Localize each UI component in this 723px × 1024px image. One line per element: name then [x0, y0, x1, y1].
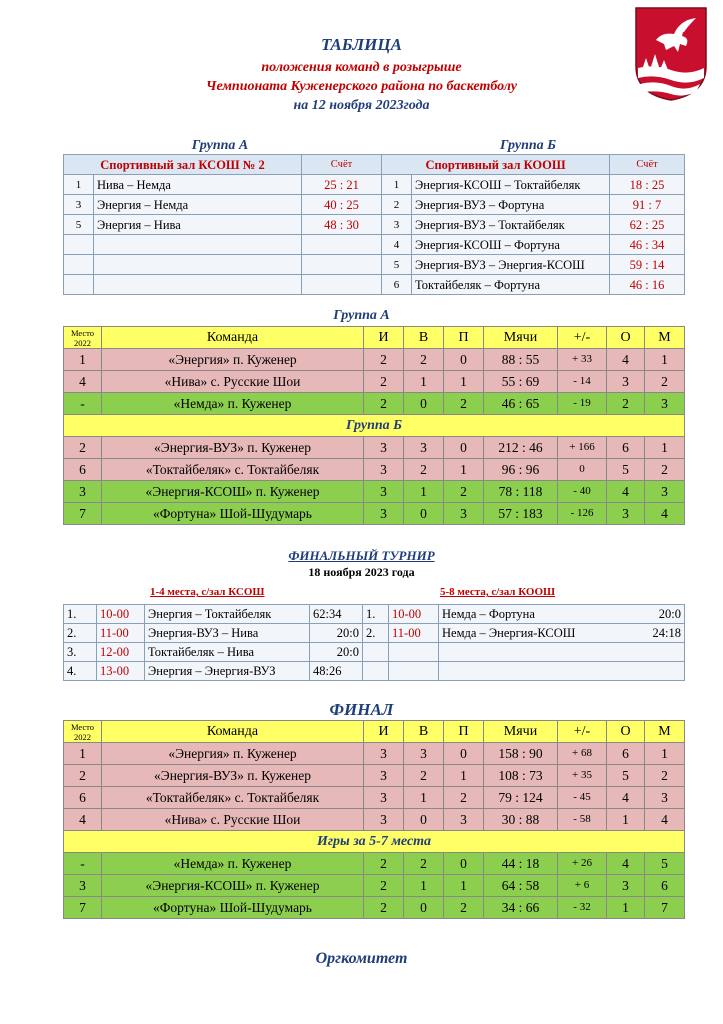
balls: 108 : 73: [484, 765, 558, 787]
diff: - 45: [558, 787, 607, 809]
game-score: 48:26: [310, 662, 363, 681]
games: 2: [364, 853, 404, 875]
section-row: [64, 831, 685, 853]
game-time: 13-00: [97, 662, 145, 681]
table-row: [382, 195, 685, 215]
header-diff: +/-: [558, 327, 607, 349]
games: 2: [364, 371, 404, 393]
table-row-empty: [363, 643, 685, 662]
points: 4: [607, 349, 645, 371]
balls: 158 : 90: [484, 743, 558, 765]
points: 1: [607, 809, 645, 831]
header-balls: Мячи: [484, 721, 558, 743]
diff: - 14: [558, 371, 607, 393]
points: 2: [607, 393, 645, 415]
losses: 2: [444, 481, 484, 503]
games: 2: [364, 897, 404, 919]
rank: 2: [645, 765, 685, 787]
header-games: И: [364, 327, 404, 349]
table-row: [363, 624, 685, 643]
section-row: [64, 415, 685, 437]
district-crest-icon: [634, 6, 708, 102]
place-2022: 3: [64, 481, 102, 503]
rank: 3: [645, 393, 685, 415]
game-number: 3: [382, 215, 412, 235]
game-match: Энергия – Энергия-ВУЗ: [145, 662, 310, 681]
table-row: [64, 765, 685, 787]
rank: 7: [645, 897, 685, 919]
losses: 1: [444, 459, 484, 481]
diff: 0: [558, 459, 607, 481]
rank: 4: [645, 503, 685, 525]
game-number: 4.: [64, 662, 97, 681]
team-name: «Нива» с. Русские Шои: [102, 809, 364, 831]
table-row: [64, 503, 685, 525]
wins: 3: [404, 743, 444, 765]
place-2022: 7: [64, 503, 102, 525]
rank: 2: [645, 371, 685, 393]
games: 3: [364, 787, 404, 809]
team-name: «Энергия-КСОШ» п. Куженер: [102, 875, 364, 897]
game-score: 25 : 21: [302, 175, 382, 195]
diff: + 26: [558, 853, 607, 875]
game-match: Энергия-ВУЗ – Нива: [145, 624, 310, 643]
header-rank: М: [645, 327, 685, 349]
games: 3: [364, 743, 404, 765]
header-balls: Мячи: [484, 327, 558, 349]
wins: 2: [404, 765, 444, 787]
game-match: Энергия-КСОШ – Фортуна: [412, 235, 610, 255]
game-match: Энергия – Токтайбеляк: [145, 605, 310, 624]
rank: 1: [645, 743, 685, 765]
table-row: [64, 643, 363, 662]
rank: 5: [645, 853, 685, 875]
table-row: [382, 255, 685, 275]
points: 5: [607, 459, 645, 481]
table-row: [64, 459, 685, 481]
wins: 2: [404, 349, 444, 371]
balls: 55 : 69: [484, 371, 558, 393]
header-losses: П: [444, 721, 484, 743]
score-header: Счёт: [302, 155, 382, 175]
balls: 79 : 124: [484, 787, 558, 809]
diff: + 6: [558, 875, 607, 897]
game-match: Нива – Немда: [94, 175, 302, 195]
losses: 1: [444, 371, 484, 393]
right-schedule-caption: 5-8 места, с/зал КООШ: [440, 586, 556, 598]
losses: 3: [444, 503, 484, 525]
balls: 44 : 18: [484, 853, 558, 875]
table-row: [64, 195, 382, 215]
losses: 0: [444, 349, 484, 371]
header-wins: В: [404, 327, 444, 349]
table-header-row: [64, 721, 685, 743]
header-wins: В: [404, 721, 444, 743]
table-row: [64, 853, 685, 875]
game-number: 1: [64, 175, 94, 195]
game-match: Энергия-ВУЗ – Токтайбеляк: [412, 215, 610, 235]
team-name: «Фортуна» Шой-Шудумарь: [102, 897, 364, 919]
game-match: Энергия-КСОШ – Токтайбеляк: [412, 175, 610, 195]
team-name: «Фортуна» Шой-Шудумарь: [102, 503, 364, 525]
header-games: И: [364, 721, 404, 743]
game-number: 1.: [64, 605, 97, 624]
header-place: Место 2022: [64, 721, 102, 743]
rank: 1: [645, 437, 685, 459]
place-2022: 7: [64, 897, 102, 919]
team-name: «Токтайбеляк» с. Токтайбеляк: [102, 787, 364, 809]
place-2022: 2: [64, 765, 102, 787]
place-2022: 2: [64, 437, 102, 459]
points: 4: [607, 481, 645, 503]
balls: 212 : 46: [484, 437, 558, 459]
table-row: [64, 393, 685, 415]
header-rank: М: [645, 721, 685, 743]
team-name: «Нива» с. Русские Шои: [102, 371, 364, 393]
final-standings-table: [63, 720, 685, 919]
table-row: [382, 215, 685, 235]
diff: + 166: [558, 437, 607, 459]
header-losses: П: [444, 327, 484, 349]
game-number: 3: [64, 195, 94, 215]
team-name: «Энергия-ВУЗ» п. Куженер: [102, 437, 364, 459]
games: 3: [364, 459, 404, 481]
group-b-venue: Спортивный зал КООШ: [382, 155, 610, 175]
place-2022: 4: [64, 371, 102, 393]
diff: - 126: [558, 503, 607, 525]
table-row: [363, 605, 685, 624]
games: 3: [364, 481, 404, 503]
game-score: 46 : 34: [610, 235, 685, 255]
group-a-games-table: [63, 154, 382, 295]
place-2022: 4: [64, 809, 102, 831]
group-a-venue: Спортивный зал КСОШ № 2: [64, 155, 302, 175]
game-number: 5: [64, 215, 94, 235]
game-score: 62 : 25: [610, 215, 685, 235]
subtitle-line-2: Чемпионата Куженерского района по баскетболу: [205, 79, 518, 94]
game-score: 20:0: [658, 607, 681, 621]
table-row: [64, 481, 685, 503]
diff: - 32: [558, 897, 607, 919]
header-points: О: [607, 721, 645, 743]
game-time: 10-00: [97, 605, 145, 624]
final-title: ФИНАЛ: [329, 700, 394, 719]
game-number: 1.: [363, 605, 389, 624]
points: 3: [607, 875, 645, 897]
table-row: [64, 662, 363, 681]
wins: 0: [404, 503, 444, 525]
diff: - 58: [558, 809, 607, 831]
game-match: Токтайбеляк – Фортуна: [412, 275, 610, 295]
balls: 46 : 65: [484, 393, 558, 415]
team-name: «Энергия-КСОШ» п. Куженер: [102, 481, 364, 503]
final-tournament-date: 18 ноября 2023 года: [308, 565, 415, 579]
wins: 2: [404, 459, 444, 481]
losses: 3: [444, 809, 484, 831]
game-match: Токтайбеляк – Нива: [145, 643, 310, 662]
place-2022: 6: [64, 787, 102, 809]
place-2022: 3: [64, 875, 102, 897]
group-b-label: Группа Б: [499, 138, 557, 153]
table-row-empty: [64, 255, 382, 275]
team-name: «Энергия-ВУЗ» п. Куженер: [102, 765, 364, 787]
table-row: [64, 437, 685, 459]
table-row-empty: [64, 275, 382, 295]
game-time: 10-00: [389, 605, 439, 624]
game-score: 20:0: [310, 624, 363, 643]
header-team: Команда: [102, 721, 364, 743]
points: 4: [607, 853, 645, 875]
header-place: Место 2022: [64, 327, 102, 349]
game-match-cell: [439, 605, 685, 624]
points: 6: [607, 743, 645, 765]
diff: + 35: [558, 765, 607, 787]
header-team: Команда: [102, 327, 364, 349]
diff: + 33: [558, 349, 607, 371]
subtitle-line-1: положения команд в розыгрыше: [261, 60, 462, 75]
team-name: «Энергия» п. Куженер: [102, 743, 364, 765]
diff: - 40: [558, 481, 607, 503]
schedule-table-places-5-8: [362, 604, 685, 681]
wins: 1: [404, 787, 444, 809]
game-score: 40 : 25: [302, 195, 382, 215]
games: 2: [364, 875, 404, 897]
organizing-committee-signature: Оргкомитет: [315, 950, 408, 967]
games: 3: [364, 809, 404, 831]
rank: 3: [645, 481, 685, 503]
group-b-section-label: Группа Б: [64, 415, 685, 437]
games: 2: [364, 349, 404, 371]
game-score: 46 : 16: [610, 275, 685, 295]
group-a-label: Группа А: [191, 138, 249, 153]
game-score: 24:18: [652, 626, 681, 640]
game-match: Энергия-ВУЗ – Энергия-КСОШ: [412, 255, 610, 275]
game-score: 59 : 14: [610, 255, 685, 275]
points: 3: [607, 371, 645, 393]
losses: 0: [444, 437, 484, 459]
group-standings-table: [63, 326, 685, 525]
group-b-games-table: [381, 154, 685, 295]
losses: 1: [444, 875, 484, 897]
final-tournament-title: ФИНАЛЬНЫЙ ТУРНИР: [288, 548, 435, 563]
games: 3: [364, 503, 404, 525]
wins: 2: [404, 853, 444, 875]
losses: 0: [444, 743, 484, 765]
wins: 1: [404, 371, 444, 393]
table-row: [64, 787, 685, 809]
rank: 1: [645, 349, 685, 371]
wins: 0: [404, 393, 444, 415]
game-score: 48 : 30: [302, 215, 382, 235]
game-number: 3.: [64, 643, 97, 662]
wins: 3: [404, 437, 444, 459]
game-score: 91 : 7: [610, 195, 685, 215]
diff: + 68: [558, 743, 607, 765]
team-name: «Токтайбеляк» с. Токтайбеляк: [102, 459, 364, 481]
rank: 2: [645, 459, 685, 481]
games: 3: [364, 765, 404, 787]
place-2022: 1: [64, 743, 102, 765]
table-row-empty: [64, 235, 382, 255]
place-2022: 1: [64, 349, 102, 371]
place-2022: 6: [64, 459, 102, 481]
losses: 2: [444, 897, 484, 919]
header-points: О: [607, 327, 645, 349]
table-row: [64, 371, 685, 393]
points: 4: [607, 787, 645, 809]
table-row: [382, 275, 685, 295]
balls: 64 : 58: [484, 875, 558, 897]
game-score: 18 : 25: [610, 175, 685, 195]
place-2022: -: [64, 393, 102, 415]
table-row: [64, 743, 685, 765]
team-name: «Энергия» п. Куженер: [102, 349, 364, 371]
balls: 57 : 183: [484, 503, 558, 525]
table-row: [64, 624, 363, 643]
losses: 0: [444, 853, 484, 875]
game-number: 2.: [363, 624, 389, 643]
table-row: [64, 875, 685, 897]
losses: 2: [444, 393, 484, 415]
losses: 1: [444, 765, 484, 787]
table-row: [64, 605, 363, 624]
balls: 96 : 96: [484, 459, 558, 481]
team-name: «Немда» п. Куженер: [102, 393, 364, 415]
report-date: на 12 ноября 2023года: [293, 98, 430, 113]
game-score: 62:34: [310, 605, 363, 624]
points: 1: [607, 897, 645, 919]
wins: 1: [404, 875, 444, 897]
score-header: Счёт: [610, 155, 685, 175]
game-match: Немда – Фортуна: [442, 607, 535, 621]
balls: 30 : 88: [484, 809, 558, 831]
points: 5: [607, 765, 645, 787]
game-number: 6: [382, 275, 412, 295]
rank: 3: [645, 787, 685, 809]
game-number: 1: [382, 175, 412, 195]
game-score: 20:0: [310, 643, 363, 662]
table-row: [382, 235, 685, 255]
header-diff: +/-: [558, 721, 607, 743]
game-match: Энергия-ВУЗ – Фортуна: [412, 195, 610, 215]
balls: 78 : 118: [484, 481, 558, 503]
diff: - 19: [558, 393, 607, 415]
table-header-row: [64, 327, 685, 349]
places-5-7-label: Игры за 5-7 места: [64, 831, 685, 853]
rank: 6: [645, 875, 685, 897]
left-schedule-caption: 1-4 места, с/зал КСОШ: [150, 586, 265, 598]
games: 3: [364, 437, 404, 459]
game-number: 5: [382, 255, 412, 275]
game-number: 2: [382, 195, 412, 215]
game-time: 12-00: [97, 643, 145, 662]
game-number: 2.: [64, 624, 97, 643]
points: 3: [607, 503, 645, 525]
table-row: [64, 215, 382, 235]
standings-group-a-title: Группа А: [333, 308, 390, 323]
points: 6: [607, 437, 645, 459]
table-row: [64, 175, 382, 195]
page-title: ТАБЛИЦА: [321, 35, 402, 54]
schedule-table-places-1-4: [63, 604, 363, 681]
table-row: [64, 809, 685, 831]
game-match: Немда – Энергия-КСОШ: [442, 626, 576, 640]
game-time: 11-00: [389, 624, 439, 643]
balls: 88 : 55: [484, 349, 558, 371]
game-number: 4: [382, 235, 412, 255]
game-time: 11-00: [97, 624, 145, 643]
team-name: «Немда» п. Куженер: [102, 853, 364, 875]
wins: 1: [404, 481, 444, 503]
losses: 2: [444, 787, 484, 809]
table-row: [382, 175, 685, 195]
table-row-empty: [363, 662, 685, 681]
wins: 0: [404, 809, 444, 831]
wins: 0: [404, 897, 444, 919]
game-match-cell: [439, 624, 685, 643]
game-match: Энергия – Немда: [94, 195, 302, 215]
balls: 34 : 66: [484, 897, 558, 919]
place-2022: -: [64, 853, 102, 875]
rank: 4: [645, 809, 685, 831]
games: 2: [364, 393, 404, 415]
table-row: [64, 897, 685, 919]
game-match: Энергия – Нива: [94, 215, 302, 235]
table-row: [64, 349, 685, 371]
